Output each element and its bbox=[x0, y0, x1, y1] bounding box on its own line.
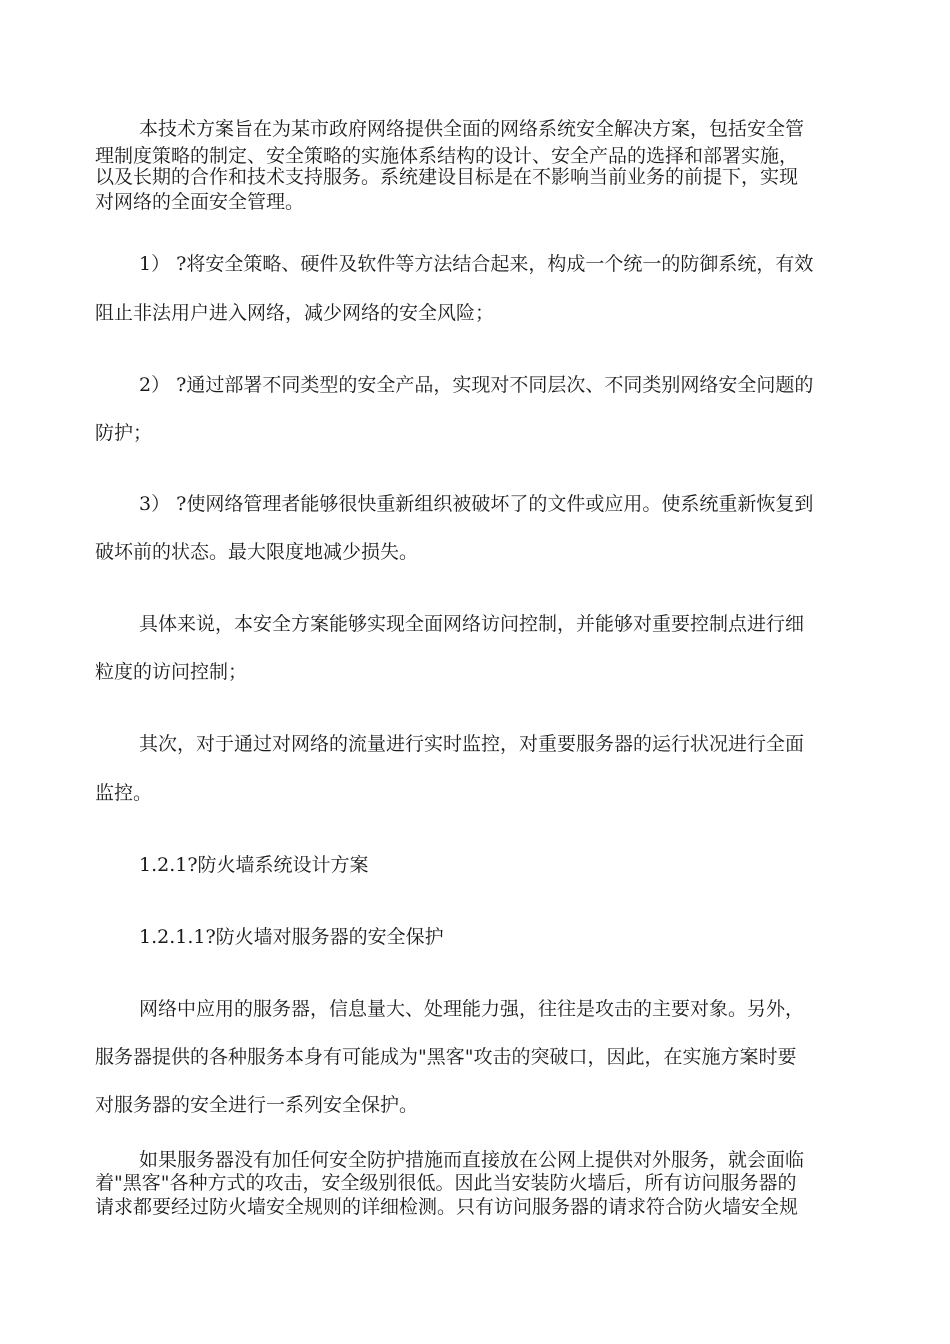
specific-line-1: 具体来说，本安全方案能够实现全面网络访问控制，并能够对重要控制点进行细 bbox=[139, 613, 805, 635]
intro-line-1: 本技术方案旨在为某市政府网络提供全面的网络系统安全解决方案，包括安全管 bbox=[139, 118, 805, 140]
intro-line-4: 对网络的全面安全管理。 bbox=[95, 191, 305, 213]
servers-line-2: 服务器提供的各种服务本身有可能成为"黑客"攻击的突破口，因此，在实施方案时要 bbox=[95, 1046, 797, 1068]
goal-3-line-1: 3） ?使网络管理者能够很快重新组织被破坏了的文件或应用。使系统重新恢复到 bbox=[139, 493, 814, 515]
intro-line-3: 以及长期的合作和技术支持服务。系统建设目标是在不影响当前业务的前提下，实现 bbox=[95, 166, 799, 188]
goal-2-line-2: 防护； bbox=[95, 422, 153, 444]
firewall-line-1: 如果服务器没有加任何安全防护措施而直接放在公网上提供对外服务，就会面临 bbox=[139, 1149, 805, 1171]
firewall-line-3: 请求都要经过防火墙安全规则的详细检测。只有访问服务器的请求符合防火墙安全规 bbox=[95, 1196, 799, 1218]
goal-2-line-1: 2） ?通过部署不同类型的安全产品，实现对不同层次、不同类别网络安全问题的 bbox=[139, 374, 814, 396]
secondly-line-1: 其次，对于通过对网络的流量进行实时监控，对重要服务器的运行状况进行全面 bbox=[139, 733, 805, 755]
section-heading-1-2-1: 1.2.1?防火墙系统设计方案 bbox=[139, 854, 369, 876]
intro-line-2: 理制度策略的制定、安全策略的实施体系结构的设计、安全产品的选择和部署实施， bbox=[95, 145, 799, 167]
secondly-line-2: 监控。 bbox=[95, 782, 153, 804]
servers-line-1: 网络中应用的服务器，信息量大、处理能力强，往往是攻击的主要对象。另外， bbox=[139, 998, 805, 1020]
firewall-line-2: 着"黑客"各种方式的攻击，安全级别很低。因此当安装防火墙后，所有访问服务器的 bbox=[95, 1172, 797, 1194]
goal-1-line-1: 1） ?将安全策略、硬件及软件等方法结合起来，构成一个统一的防御系统，有效 bbox=[139, 253, 814, 275]
goal-1-line-2: 阻止非法用户进入网络，减少网络的安全风险； bbox=[95, 302, 495, 324]
goal-3-line-2: 破坏前的状态。最大限度地减少损失。 bbox=[95, 541, 419, 563]
specific-line-2: 粒度的访问控制； bbox=[95, 661, 248, 683]
section-heading-1-2-1-1: 1.2.1.1?防火墙对服务器的安全保护 bbox=[139, 926, 444, 948]
servers-line-3: 对服务器的安全进行一系列安全保护。 bbox=[95, 1094, 419, 1116]
